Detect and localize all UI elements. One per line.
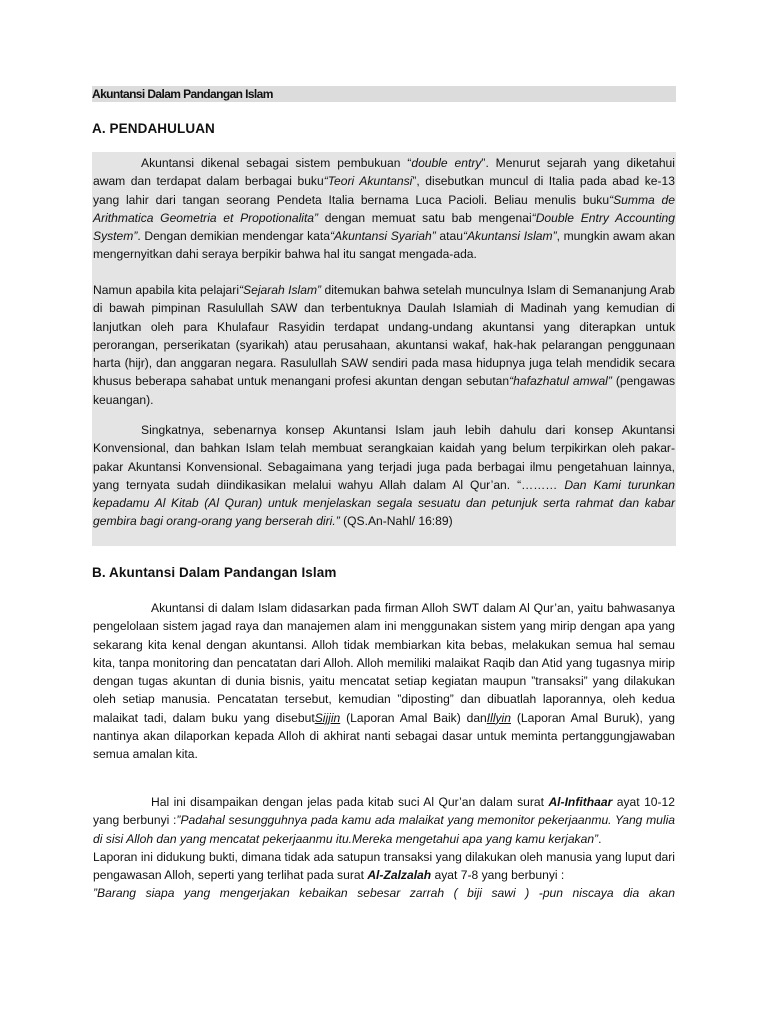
text-run: ditemukan bahwa setelah munculnya Islam di Semananjung Arab di bawah pimpinan Rasulullah SAW dan terbentuknya Daulah Islamiah di Madinah yang kemudian di lanjutkan oleh para Khulafaur Rasyidin terdapat undang-undang akuntansi yang diterapkan untuk perorangan, perserikatan (syarikah) atau perusahaan, akuntansi wakaf, hak-hak pelarangan penggunaan harta (hijr), dan anggaran negara. Rasulullah SAW sendiri pada masa hidupnya juga telah mendidik secara khusus beberapa sahabat untuk menangani profesi akuntan dengan sebutan	[93, 283, 676, 389]
text-run: atau	[435, 229, 463, 244]
italic-term: “Summa de Arithmatica Geometria et Propotionalita”	[93, 192, 675, 225]
italic-term: “Teori Akuntansi	[323, 174, 413, 189]
text-run: (Laporan Amal Buruk), yang nantinya akan dilaporkan kepada Alloh di akhirat nanti sebagai dasar untuk meminta pertanggungjawaban semua amalan kita.	[93, 710, 676, 762]
italic-term: “Sejarah Islam”	[239, 283, 322, 297]
text-run: Laporan ini didukung bukti, dimana tidak ada satupun transaksi yang dilakukan oleh manusia yang luput dari pengawasan Alloh, seperti yang terlihat pada surat	[93, 849, 675, 883]
text-run: Hal ini disampaikan dengan jelas pada kitab suci Al Qur’an dalam surat	[151, 795, 544, 809]
section-b-paragraph-2	[93, 793, 675, 903]
italic-term: “Akuntansi Islam”	[462, 229, 557, 244]
citation: (QS.An-Nahl/ 16:89)	[339, 514, 453, 529]
italic-term: “Akuntansi Syariah”	[329, 229, 436, 244]
italic-term: “hafazhatul amwal”	[509, 374, 612, 389]
text-run: ayat 7-8 yang berbunyi :	[431, 868, 565, 883]
underlined-term-illyin: Illyin	[486, 710, 511, 725]
text-run: ayat 10-12 yang berbunyi :	[93, 795, 675, 828]
text-run: Singkatnya, sebenarnya konsep Akuntansi Islam jauh lebih dahulu dari konsep Akuntansi Konvensional, dan bahkan Islam telah membuat serangkaian kaidah yang belum terpikirkan oleh pakar-pakar Akuntansi Konvensional. Sebagaimana yang terjadi juga pada berbagai ilmu pengetahuan lainnya, yang ternyata sudah diindikasikan melalui wahyu Allah dalam Al Qur’an. “………	[93, 423, 675, 492]
text-run: Akuntansi di dalam Islam didasarkan pada firman Alloh SWT dalam Al Qur’an, yaitu bahwasanya pengelolaan sistem jagad raya dan manajemen alam ini menggunakan sistem yang mirip dengan apa yang sekarang kita kenal dengan akuntansi. Alloh tidak membiarkan kita bebas, melakukan semua hal semau kita, tanpa monitoring dan pencatatan dari Alloh. Alloh memiliki malaikat Raqib dan Atid yang tugasnya mirip dengan tugas akuntan di dunia bisnis, yaitu mencatat setiap kegiatan maupun ”transaksi” yang dilakukan oleh setiap manusia. Pencatatan tersebut, kemudian ”diposting” dan dibuatlah laporannya, oleh kedua malaikat tadi, dalam buku yang disebut	[93, 601, 675, 725]
italic-term: “Double Entry Accounting System”	[93, 210, 675, 244]
section-b-paragraph-1	[93, 599, 675, 764]
text-run: . Dengan demikian mendengar kata	[137, 229, 330, 244]
surah-name-al-zalzalah: Al-Zalzalah	[367, 868, 432, 883]
document-title: Akuntansi Dalam Pandangan Islam	[92, 86, 676, 102]
text-run: , mungkin awam akan mengernyitkan dahi seraya berpikir bahwa hal itu sangat mengada-ada.	[93, 229, 676, 262]
italic-term: double entry	[411, 156, 482, 170]
section-a-heading: A. PENDAHULUAN	[92, 121, 215, 136]
text-run: .	[598, 831, 602, 846]
quran-quote: ”Padahal sesungguhnya pada kamu ada malaikat yang memonitor pekerjaanmu. Yang mulia di sisi Alloh dan yang mencatat pekerjaanmu itu.Mereka mengetahui apa yang kamu kerjakan”	[93, 813, 676, 846]
text-run: Namun apabila kita pelajari	[93, 283, 240, 297]
text-run: ”. Menurut sejarah yang diketahui awam dan terdapat dalam berbagai buku	[93, 156, 675, 189]
text-run: (pengawas keuangan).	[93, 374, 675, 407]
text-run: dengan memuat satu bab mengenai	[318, 210, 532, 225]
text-run: ”, disebutkan muncul di Italia pada abad ke-13 yang lahir dari tangan seorang Pendeta Italia bernama Luca Pacioli. Beliau menulis buku	[93, 174, 675, 207]
underlined-term-sijjin: Sijjin	[314, 710, 341, 725]
section-b-heading: B. Akuntansi Dalam Pandangan Islam	[92, 565, 337, 580]
text-run: Akuntansi dikenal sebagai sistem pembukuan “	[141, 156, 412, 170]
quran-quote: ”Barang siapa yang mengerjakan kebaikan sebesar zarrah ( biji sawi ) -pun niscaya dia akan	[93, 886, 675, 901]
quran-quote: Dan Kami turunkan kepadamu Al Kitab (Al Quran) untuk menjelaskan segala sesuatu dan petunjuk serta rahmat dan kabar gembira bagi orang-orang yang berserah diri.”	[93, 477, 675, 529]
text-run: (Laporan Amal Baik) dan	[340, 710, 487, 725]
section-a-paragraph-3	[93, 421, 675, 531]
section-a-paragraph-1	[93, 154, 675, 264]
surah-name-al-infithaar: Al-Infithaar	[548, 795, 613, 809]
section-a-paragraph-2	[93, 281, 675, 409]
